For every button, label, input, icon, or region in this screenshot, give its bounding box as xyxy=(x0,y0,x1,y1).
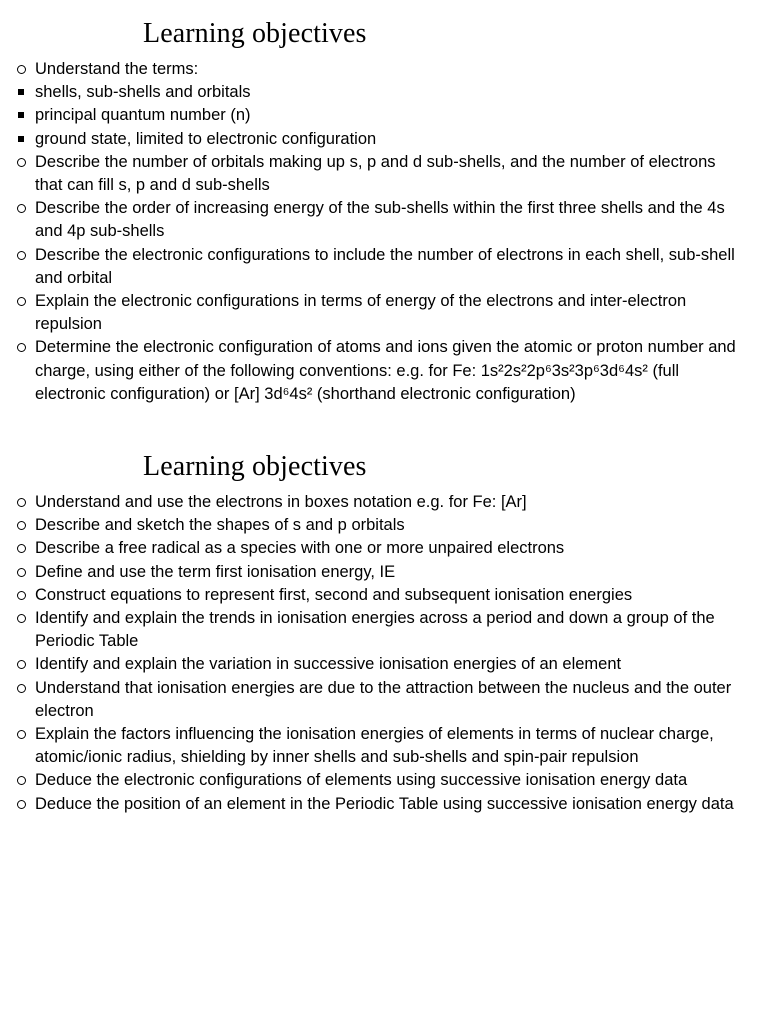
objective-text: Describe a free radical as a species with one or more unpaired electrons xyxy=(35,539,565,558)
circle-bullet-icon xyxy=(17,297,26,306)
circle-bullet-icon xyxy=(17,251,26,260)
circle-bullet-icon xyxy=(17,660,26,669)
objective-text: principal quantum number (n) xyxy=(35,106,251,125)
circle-bullet-icon xyxy=(17,800,26,809)
sub-objective-item xyxy=(0,81,768,104)
objective-text: Understand and use the electrons in boxes notation e.g. for Fe: [Ar] xyxy=(35,493,527,511)
objective-item xyxy=(0,514,768,537)
square-bullet-icon xyxy=(18,112,24,118)
objective-item xyxy=(0,607,768,653)
objective-item xyxy=(0,793,768,816)
section-heading: Learning objectives xyxy=(143,18,367,49)
circle-bullet-icon xyxy=(17,591,26,600)
circle-bullet-icon xyxy=(17,568,26,577)
sub-objective-item xyxy=(0,128,768,151)
objective-text: Describe and sketch the shapes of s and p orbitals xyxy=(35,516,405,535)
objective-text: Describe the order of increasing energy of the sub-shells within the first three shells and the 4s and 4p sub-shells xyxy=(35,199,725,241)
circle-bullet-icon xyxy=(17,498,26,507)
objective-text: Understand that ionisation energies are due to the attraction between the nucleus and the outer electron xyxy=(35,678,732,720)
objective-item xyxy=(0,561,768,584)
objective-text: Explain the electronic configurations in terms of energy of the electrons and inter-electron repulsion xyxy=(35,292,687,334)
circle-bullet-icon xyxy=(17,614,26,623)
objective-item xyxy=(0,290,768,336)
square-bullet-icon xyxy=(18,136,24,142)
circle-bullet-icon xyxy=(17,158,26,167)
circle-bullet-icon xyxy=(17,521,26,530)
learning-objectives-section-2 xyxy=(0,447,768,816)
objective-item xyxy=(0,653,768,676)
objective-text: Deduce the position of an element in the Periodic Table using successive ionisation energy data xyxy=(35,794,734,813)
circle-bullet-icon xyxy=(17,544,26,553)
learning-objectives-section-1 xyxy=(0,14,768,406)
objective-text: ground state, limited to electronic configuration xyxy=(35,129,377,148)
objective-item xyxy=(0,336,768,406)
objective-item xyxy=(0,151,768,197)
objectives-list xyxy=(0,58,768,406)
objective-text: Define and use the term first ionisation energy, IE xyxy=(35,562,396,581)
circle-bullet-icon xyxy=(17,65,26,74)
objective-text: Describe the number of orbitals making up s, p and d sub-shells, and the number of electrons that can fill s, p and d sub-shells xyxy=(35,152,716,195)
objectives-list xyxy=(0,491,768,816)
circle-bullet-icon xyxy=(17,776,26,785)
sub-objective-item xyxy=(0,104,768,127)
circle-bullet-icon xyxy=(17,343,26,352)
objective-text: Determine the electronic configuration of atoms and ions given the atomic or proton number and charge, using either of the following conventions: e.g. for Fe: 1s²2s²2p⁶3s²3p⁶3d⁶4s² (full electronic configuration) or [Ar] 3d⁶4s² (shorthand electronic configuration) xyxy=(35,338,736,403)
objective-text: Construct equations to represent first, second and subsequent ionisation energies xyxy=(35,585,633,604)
objective-item xyxy=(0,723,768,769)
objective-item xyxy=(0,491,768,514)
objective-item xyxy=(0,537,768,560)
objective-item xyxy=(0,58,768,81)
objective-item xyxy=(0,584,768,607)
objective-text: shells, sub-shells and orbitals xyxy=(35,83,251,102)
square-bullet-icon xyxy=(18,89,24,95)
circle-bullet-icon xyxy=(17,730,26,739)
objective-text: Identify and explain the variation in successive ionisation energies of an element xyxy=(35,655,622,674)
section-heading: Learning objectives xyxy=(143,451,367,482)
objective-text: Explain the factors influencing the ionisation energies of elements in terms of nuclear charge, atomic/ionic radius, shielding by inner shells and sub-shells and spin-pair repulsion xyxy=(35,725,714,767)
objective-text: Deduce the electronic configurations of elements using successive ionisation energy data xyxy=(35,771,688,790)
objective-item xyxy=(0,197,768,243)
objective-text: Understand the terms: xyxy=(35,60,199,78)
circle-bullet-icon xyxy=(17,204,26,213)
objective-item xyxy=(0,244,768,290)
objective-item xyxy=(0,769,768,792)
objective-text: Describe the electronic configurations to include the number of electrons in each shell, sub-shell and orbital xyxy=(35,245,735,287)
circle-bullet-icon xyxy=(17,684,26,693)
objective-text: Identify and explain the trends in ionisation energies across a period and down a group of the Periodic Table xyxy=(35,609,715,651)
objective-item xyxy=(0,677,768,723)
